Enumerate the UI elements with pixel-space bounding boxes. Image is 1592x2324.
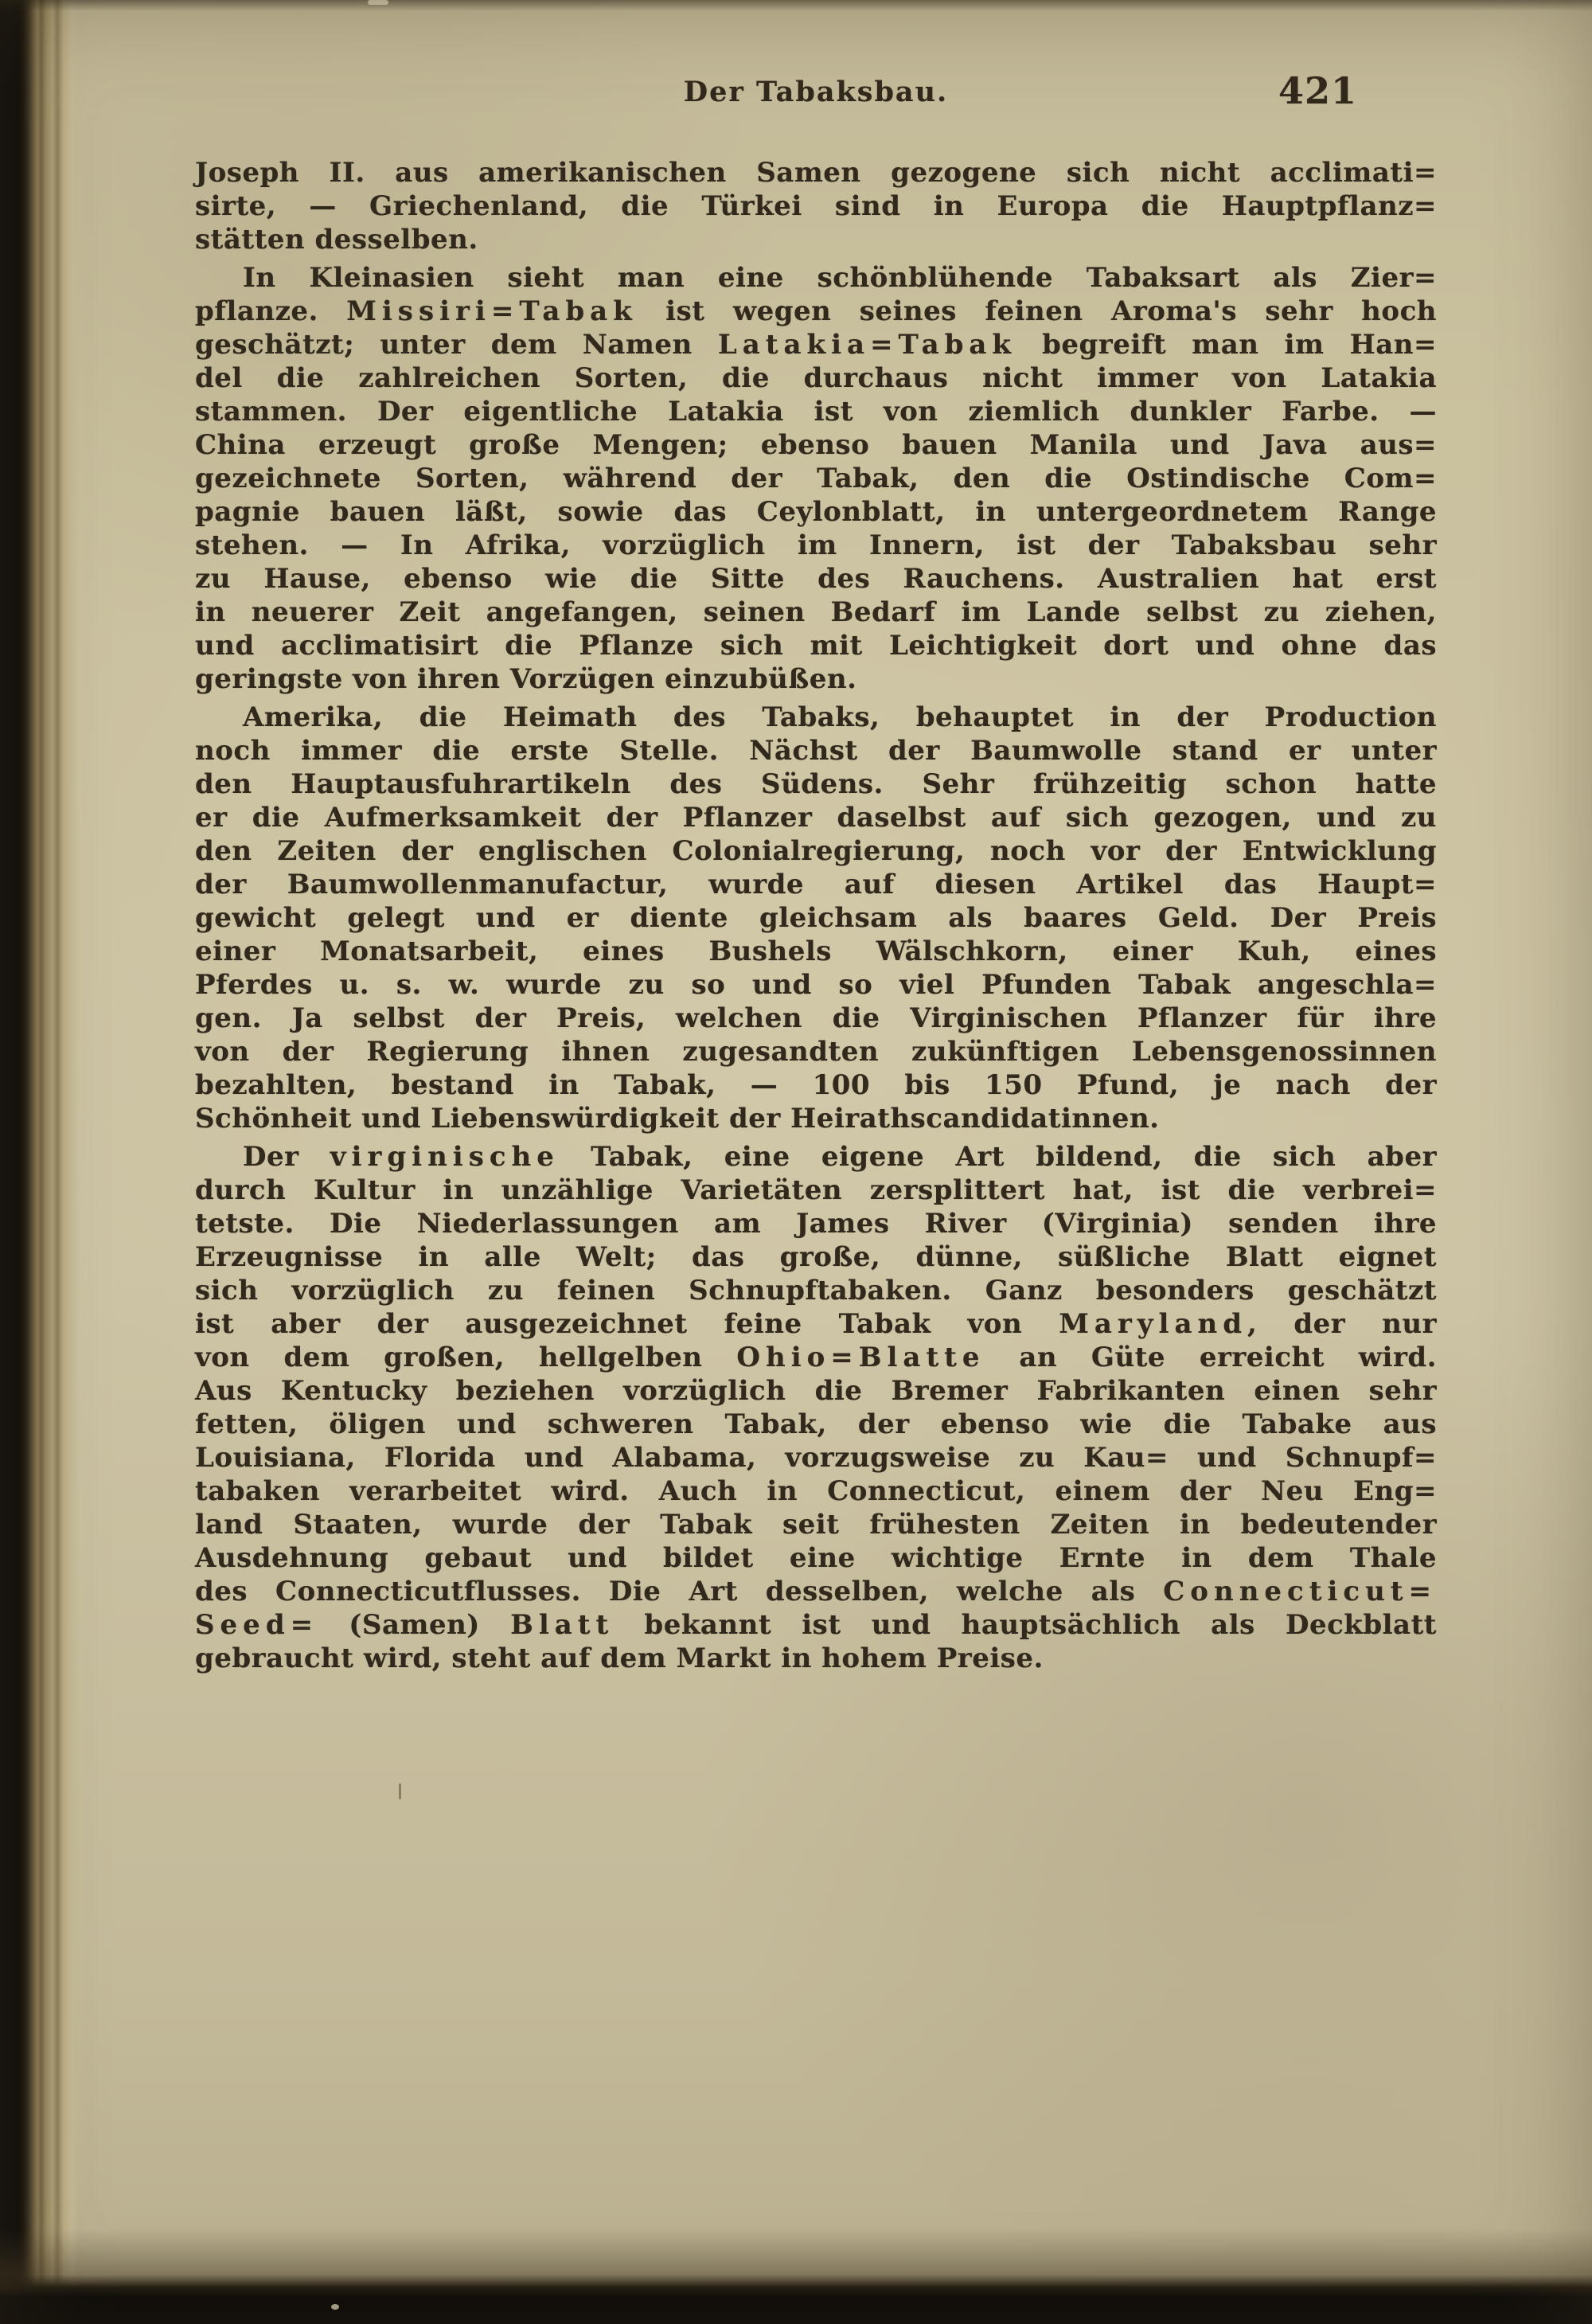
text-line: Joseph II. aus amerikanischen Samen gezogene sich nicht acclimati= [195, 157, 1437, 189]
text-line: und acclimatisirt die Pflanze sich mit Leichtigkeit dort und ohne das [195, 630, 1437, 662]
text-run: pflanze. [195, 295, 347, 327]
text-line: Aus Kentucky beziehen vorzüglich die Bremer Fabrikanten einen sehr [195, 1375, 1437, 1407]
text-run: Tabak, eine eigene Art bildend, die sich aber [559, 1141, 1437, 1173]
text-line: Louisiana, Florida und Alabama, vorzugsweise zu Kau= und Schnupf= [195, 1442, 1437, 1474]
text-run: Der [243, 1141, 330, 1173]
text-line [195, 1575, 1437, 1608]
text-line: China erzeugt große Mengen; ebenso bauen Manila und Java aus= [195, 429, 1437, 461]
text-line: er die Aufmerksamkeit der Pflanzer daselbst auf sich gezogen, und zu [195, 802, 1437, 834]
page-bottom-edge [0, 2228, 1592, 2324]
text-line [195, 1140, 1437, 1174]
text-line [195, 295, 1437, 328]
page-header [195, 69, 1437, 119]
emphasized-text: Maryland [1059, 1308, 1247, 1340]
text-line: tabaken verarbeitet wird. Auch in Connecticut, einem der Neu Eng= [195, 1475, 1437, 1507]
paragraph [195, 261, 1437, 696]
text-line: in neuerer Zeit angefangen, seinen Bedarf im Lande selbst zu ziehen, [195, 596, 1437, 628]
text-line: Erzeugnisse in alle Welt; das große, dünne, süßliche Blatt eignet [195, 1241, 1437, 1273]
text-line: gezeichnete Sorten, während der Tabak, den die Ostindische Com= [195, 463, 1437, 494]
text-line: pagnie bauen läßt, sowie das Ceylonblatt, in untergeordnetem Range [195, 496, 1437, 528]
page-top-edge [0, 0, 1592, 11]
paragraph [195, 156, 1437, 256]
text-line [195, 328, 1437, 361]
text-run: bekannt ist und hauptsächlich als Deckblatt [614, 1609, 1437, 1641]
paragraph [195, 1140, 1437, 1675]
text-line: den Hauptausfuhrartikeln des Südens. Sehr frühzeitig schon hatte [195, 768, 1437, 800]
text-run: des Connecticutflusses. Die Art desselben, welche als [195, 1576, 1164, 1607]
text-run: begreift man im Han= [1016, 329, 1437, 361]
text-run: ist wegen seines feinen Aroma's sehr hoch [637, 295, 1438, 327]
text-run: (Samen) [318, 1609, 511, 1641]
text-run: an Güte erreicht wird. [985, 1342, 1437, 1373]
text-line: von der Regierung ihnen zugesandten zukünftigen Lebensgenossinnen [195, 1036, 1437, 1068]
text-line: land Staaten, wurde der Tabak seit frühesten Zeiten in bedeutender [195, 1509, 1437, 1541]
text-line: einer Monatsarbeit, eines Bushels Wälschkorn, einer Kuh, eines [195, 935, 1437, 967]
text-line: Schönheit und Liebenswürdigkeit der Heirathscandidatinnen. [195, 1103, 1160, 1135]
emphasized-text: virginische [330, 1141, 560, 1173]
running-head-title: Der Tabaksbau. [683, 76, 949, 108]
body-text [195, 156, 1437, 1675]
text-run: geschätzt; unter dem Namen [195, 329, 718, 361]
text-line: der Baumwollenmanufactur, wurde auf diesen Artikel das Haupt= [195, 869, 1437, 900]
paragraph [195, 701, 1437, 1135]
emphasized-text: Seed= [195, 1609, 319, 1641]
emphasized-text: Missiri=Tabak [346, 295, 638, 327]
text-line: stammen. Der eigentliche Latakia ist von ziemlich dunkler Farbe. — [195, 396, 1437, 428]
emphasized-text: Blatt [510, 1609, 615, 1641]
text-run: ist aber der ausgezeichnet feine Tabak von [195, 1308, 1059, 1340]
text-line: Amerika, die Heimath des Tabaks, behauptet in der Production [243, 701, 1437, 733]
text-line: del die zahlreichen Sorten, die durchaus nicht immer von Latakia [195, 362, 1437, 394]
text-line: gewicht gelegt und er diente gleichsam als baares Geld. Der Preis [195, 902, 1437, 934]
text-line: sich vorzüglich zu feinen Schnupftabaken. Ganz besonders geschätzt [195, 1275, 1437, 1307]
text-line: sirte, — Griechenland, die Türkei sind in Europa die Hauptpflanz= [195, 190, 1437, 222]
emphasized-text: Connecticut= [1163, 1576, 1437, 1607]
text-run: von dem großen, hellgelben [195, 1342, 737, 1373]
text-line: gen. Ja selbst der Preis, welchen die Virginischen Pflanzer für ihre [195, 1002, 1437, 1034]
text-line [195, 1341, 1437, 1374]
text-line: Ausdehnung gebaut und bildet eine wichtige Ernte in dem Thale [195, 1542, 1437, 1574]
text-line: noch immer die erste Stelle. Nächst der Baumwolle stand er unter [195, 735, 1437, 767]
text-line: In Kleinasien sieht man eine schönblühende Tabaksart als Zier= [243, 262, 1437, 294]
book-binding-edge [0, 0, 80, 2324]
text-line: gebraucht wird, steht auf dem Markt in hohem Preise. [195, 1642, 1044, 1674]
page-number: 421 [1278, 69, 1357, 112]
text-line: zu Hause, ebenso wie die Sitte des Rauchens. Australien hat erst [195, 563, 1437, 595]
text-line [195, 1608, 1437, 1642]
text-line: bezahlten, bestand in Tabak, — 100 bis 150 Pfund, je nach der [195, 1069, 1437, 1101]
emphasized-text: Latakia=Tabak [717, 329, 1016, 361]
text-line: geringste von ihren Vorzügen einzubüßen. [195, 663, 857, 695]
text-line: stätten desselben. [195, 224, 478, 256]
text-run: , der nur [1247, 1308, 1437, 1340]
text-line: fetten, öligen und schweren Tabak, der ebenso wie die Tabake aus [195, 1408, 1437, 1440]
text-line [195, 1307, 1437, 1341]
emphasized-text: Ohio=Blatte [736, 1342, 985, 1373]
text-line: tetste. Die Niederlassungen am James River (Virginia) senden ihre [195, 1208, 1437, 1240]
text-line: den Zeiten der englischen Colonialregierung, noch vor der Entwicklung [195, 835, 1437, 867]
text-line: Pferdes u. s. w. wurde zu so und so viel Pfunden Tabak angeschla= [195, 969, 1437, 1001]
text-line: stehen. — In Afrika, vorzüglich im Innern, ist der Tabaksbau sehr [195, 529, 1437, 561]
text-line: durch Kultur in unzählige Varietäten zersplittert hat, ist die verbrei= [195, 1174, 1437, 1206]
